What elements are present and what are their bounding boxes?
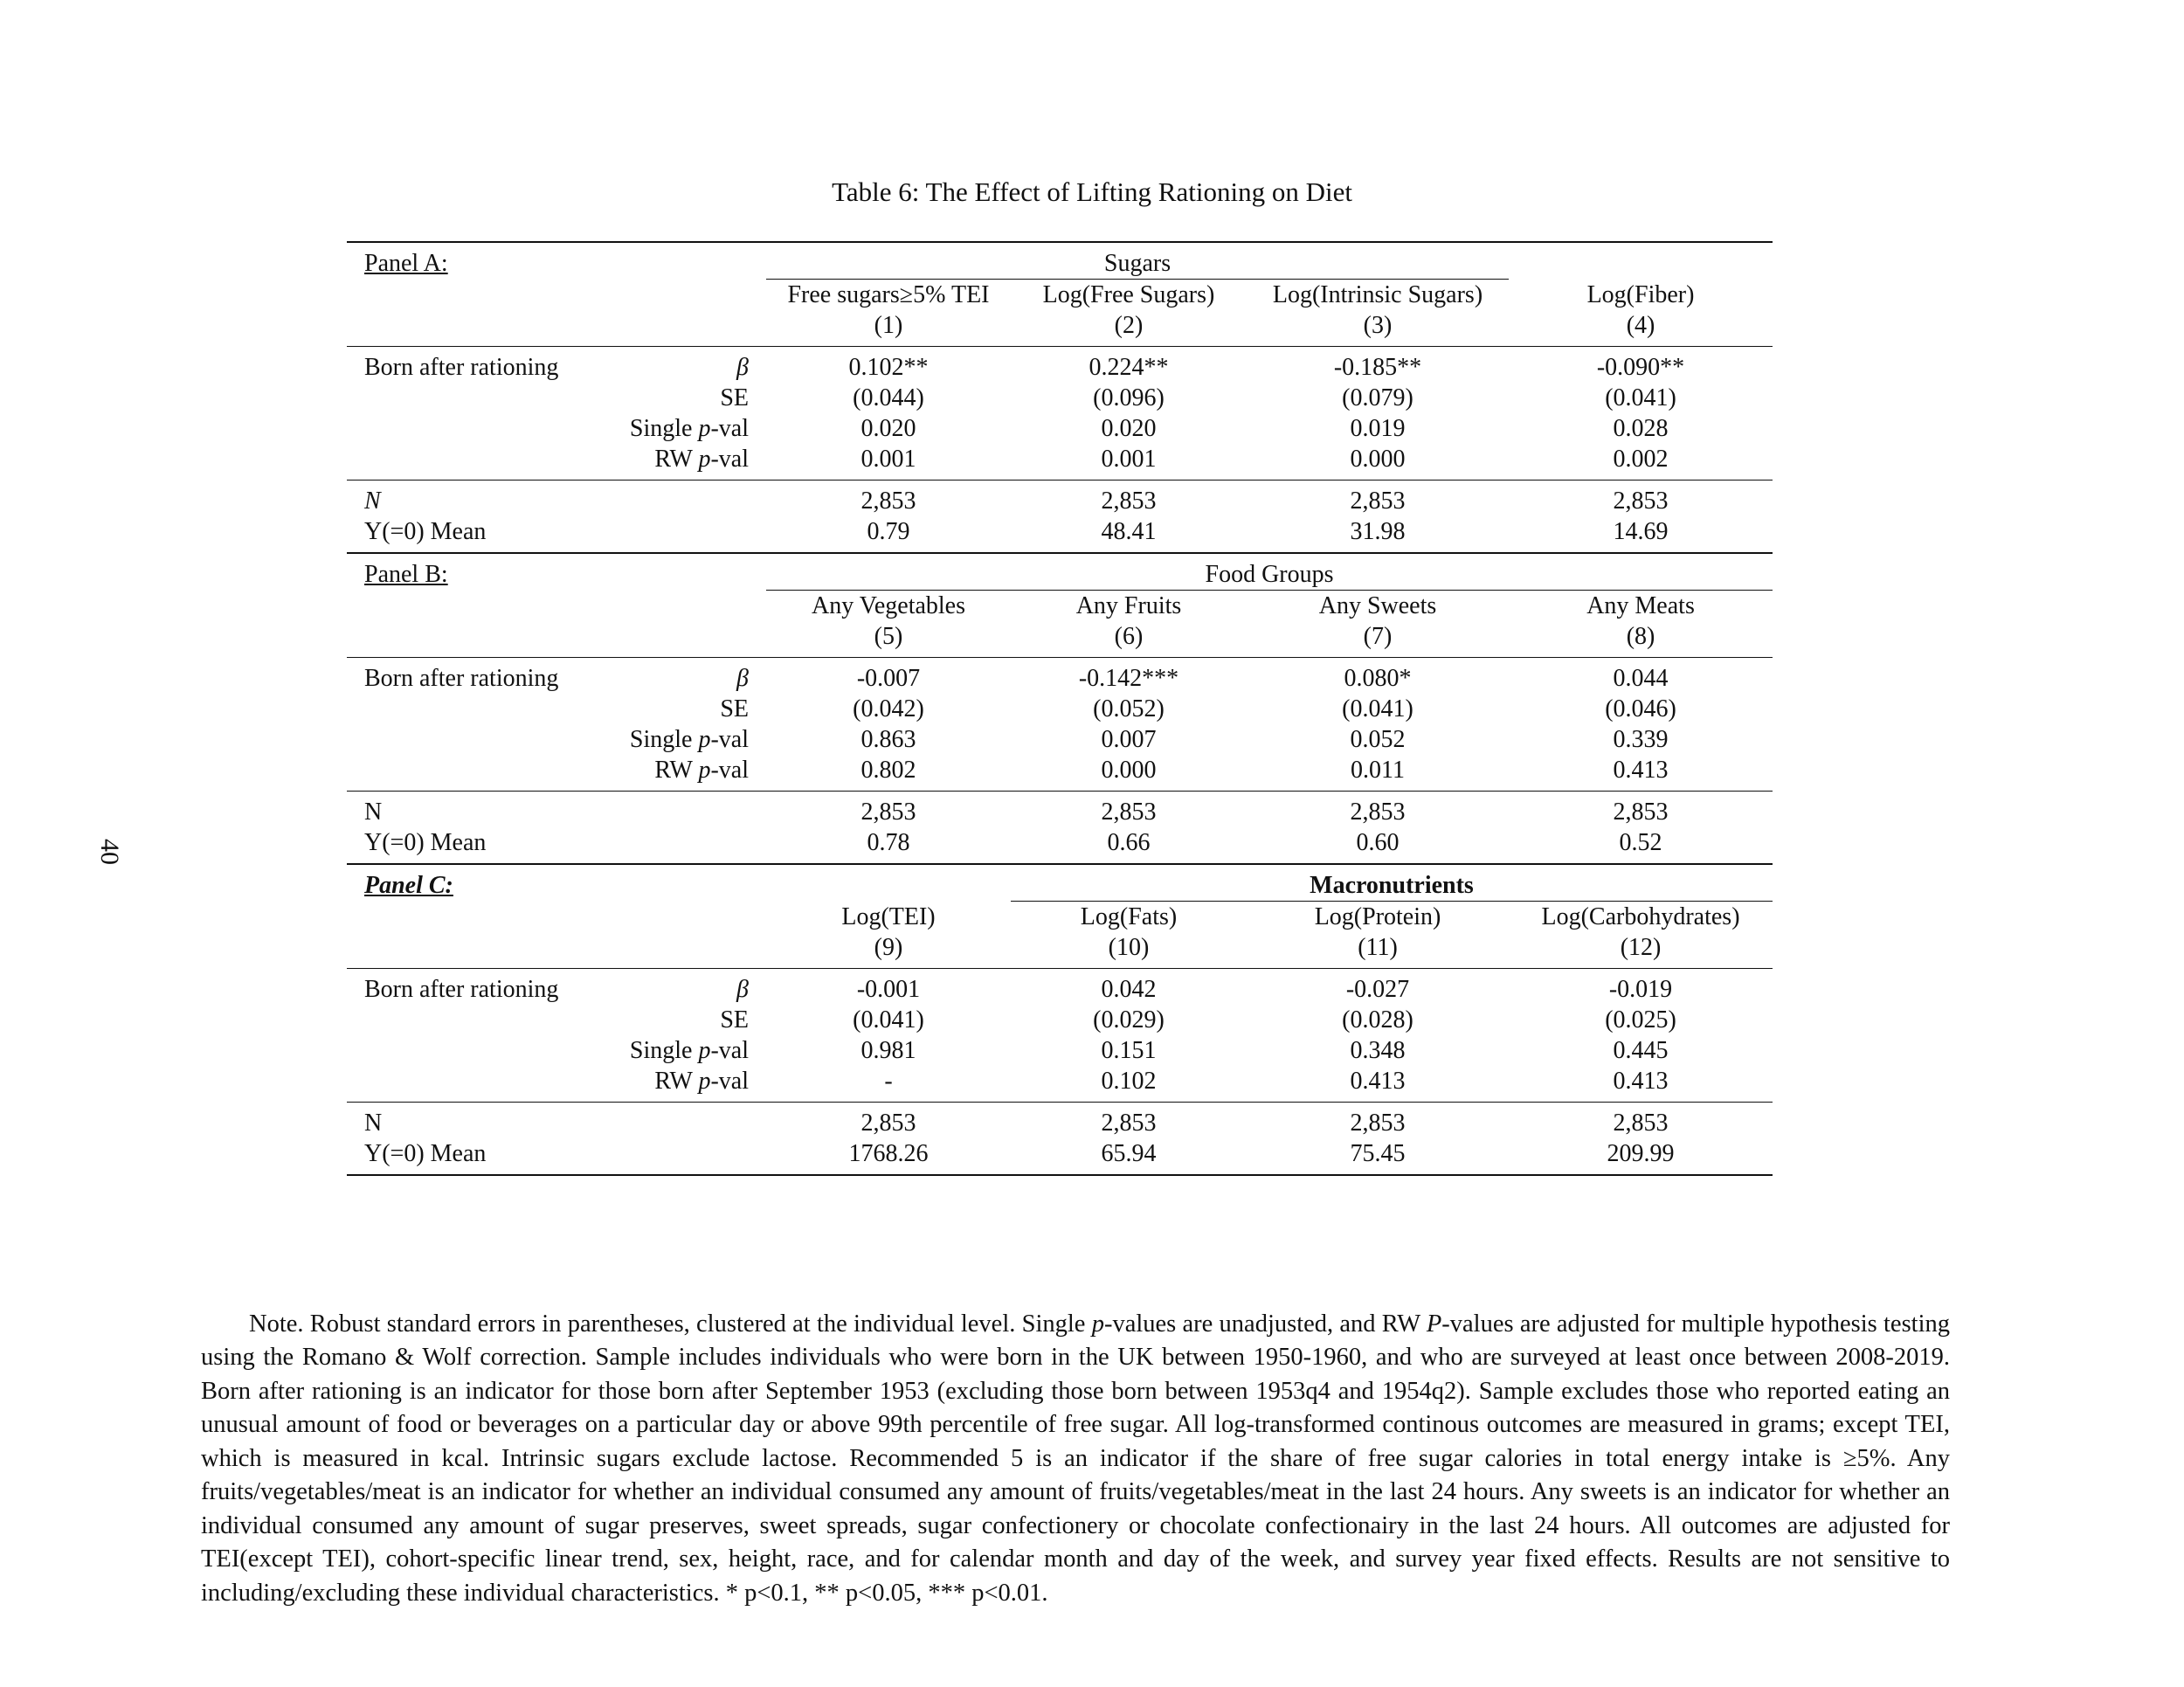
panel-a-se-2: (0.096): [1093, 384, 1165, 411]
panel-b-rw-p-7: 0.011: [1351, 757, 1405, 784]
panel-a-col-2-name: Log(Free Sugars): [1042, 281, 1215, 308]
panel-c-mean-12: 209.99: [1509, 1138, 1773, 1175]
panel-c-beta-row: [347, 969, 1773, 1006]
panel-b-mean-row: [347, 827, 1773, 864]
panel-b-rw-p-6: 0.000: [1101, 757, 1157, 784]
panel-a-col-4-number: (4): [1626, 312, 1655, 339]
panel-b-mean-6: 0.66: [1107, 829, 1151, 856]
panel-c-single-p-11: 0.348: [1350, 1037, 1406, 1064]
panel-b-n-5: 2,853: [766, 792, 1011, 828]
table-note: Note. Robust standard errors in parentheses, clustered at the individual level. Single p-values are unadjusted, and RW P-values are adjusted for multiple hypothesis testing using the Romano & Wolf correction. Sample includes individuals who were born in the UK between 1950-1960, and who are surveyed at least once between 2008-2019. Born after rationing is an indicator for those born after September 1953 (excluding those born between 1953q4 and 1954q2). Sample excludes those who reported eating an unusual amount of food or beverages on a particular day or above 99th percentile of free sugar. All log-transformed continous outcomes are measured in grams; except TEI, which is measured in kcal. Intrinsic sugars exclude lactose. Recommended 5 is an indicator if the share of free sugar calories in total energy intake is ≥5%. Any fruits/vegetables/meat is an indicator for whether an individual consumed any amount of fruits/vegetables/meat in the last 24 hours. Any sweets is an indicator for whether an individual consumed any amount of sugar preserves, sweet spreads, sugar confectionery or chocolate confectionairy in the last 24 hours. All outcomes are adjusted for TEI(except TEI), cohort-specific linear trend, sex, height, race, and for calendar month and day of the week, and survey year fixed effects. Results are not sensitive to including/excluding these individual characteristics. * p<0.1, ** p<0.05, *** p<0.01.: [201, 1310, 1950, 1607]
panel-b-n-label: N: [347, 792, 600, 828]
panel-b-mean-8: 0.52: [1619, 829, 1662, 856]
panel-a-se-3: (0.079): [1342, 384, 1413, 411]
single-p-label: Single p-val: [629, 1037, 749, 1064]
panel-b-col-6-name: Any Fruits: [1075, 592, 1182, 619]
panel-a-rw-p-2: 0.001: [1101, 446, 1157, 473]
table-caption: Table 6: The Effect of Lifting Rationing on Diet: [832, 176, 1352, 207]
panel-c-col-11-number: (11): [1358, 934, 1398, 961]
panel-b-title: Panel B:: [347, 553, 600, 591]
panel-b-col-8-name: Any Meats: [1586, 592, 1695, 619]
panel-c-single-p-10: 0.151: [1101, 1037, 1157, 1064]
panel-a-n-4: 2,853: [1509, 481, 1773, 517]
panel-b-single-p-5: 0.863: [860, 726, 916, 753]
panel-a-beta-2: 0.224**: [1011, 347, 1247, 384]
panel-c-rw-p-10: 0.102: [1101, 1068, 1157, 1095]
panel-a-col-3-name: Log(Intrinsic Sugars): [1272, 281, 1483, 308]
panel-c-rw-p-9: -: [884, 1068, 893, 1095]
panel-c-n-11: 2,853: [1247, 1103, 1509, 1139]
panel-b-n-row: [347, 792, 1773, 828]
panel-b-col-7-name: Any Sweets: [1318, 592, 1437, 619]
panel-a-rw-p-4: 0.002: [1613, 446, 1669, 473]
beta-label: β: [600, 969, 766, 1006]
panel-a-single-p-1: 0.020: [860, 415, 916, 442]
panel-a-mean-4: 14.69: [1613, 518, 1669, 545]
panel-a-n-label: N: [347, 481, 600, 517]
panel-c-col-12-number: (12): [1620, 934, 1662, 961]
panel-b-se-8: (0.046): [1605, 695, 1676, 723]
panel-c-mean-label: Y(=0) Mean: [347, 1138, 600, 1175]
panel-b-beta-row: [347, 658, 1773, 695]
panel-b-se-5: (0.042): [853, 695, 924, 723]
panel-b-n-8: 2,853: [1509, 792, 1773, 828]
rw-p-label: RW p-val: [654, 757, 749, 784]
panel-a-mean-1: 0.79: [867, 518, 910, 545]
panel-b-beta-5: -0.007: [766, 658, 1011, 695]
rw-p-label: RW p-val: [654, 1068, 749, 1095]
panel-a-se-row: [347, 383, 1773, 413]
panel-c-n-row: [347, 1103, 1773, 1139]
panel-b-group-header-row: [347, 553, 1773, 591]
panel-b-se-7: (0.041): [1342, 695, 1413, 723]
panel-b-col-5-name: Any Vegetables: [812, 592, 965, 619]
panel-c-beta-11: -0.027: [1247, 969, 1509, 1006]
panel-a-beta-1: 0.102**: [766, 347, 1011, 384]
panel-b-n-6: 2,853: [1011, 792, 1247, 828]
panel-b-mean-7: 0.60: [1356, 829, 1400, 856]
panel-c-col-10-number: (10): [1108, 934, 1150, 961]
single-p-label: Single p-val: [629, 415, 749, 442]
panel-c-single-p-12: 0.445: [1613, 1037, 1669, 1064]
panel-b-beta-6: -0.142***: [1011, 658, 1247, 695]
panel-a-n-3: 2,853: [1247, 481, 1509, 517]
rw-p-label: RW p-val: [654, 446, 749, 473]
panel-b-single-p-6: 0.007: [1101, 726, 1157, 753]
panel-a-column-numbers-row: [347, 310, 1773, 347]
panel-c-se-11: (0.028): [1342, 1006, 1413, 1034]
panel-b-mean-label: Y(=0) Mean: [364, 829, 487, 856]
panel-a-se-4: (0.041): [1605, 384, 1676, 411]
panel-b-column-numbers-row: [347, 621, 1773, 658]
panel-b-single-p-8: 0.339: [1613, 726, 1669, 753]
panel-b-single-p-row: [347, 724, 1773, 755]
panel-a-beta-3: -0.185**: [1247, 347, 1509, 384]
panel-b-rw-p-5: 0.802: [860, 757, 916, 784]
panel-b-col-8-number: (8): [1626, 623, 1655, 650]
panel-c-col-9-number: (9): [874, 934, 903, 961]
panel-a-mean-row: [347, 516, 1773, 553]
page-number: 40: [95, 839, 124, 865]
panel-c-n-12: 2,853: [1509, 1103, 1773, 1139]
panel-a-n-2: 2,853: [1011, 481, 1247, 517]
panel-c-single-p-9: 0.981: [860, 1037, 916, 1064]
panel-c-mean-11: 75.45: [1247, 1138, 1509, 1175]
panel-a-rw-p-1: 0.001: [860, 446, 916, 473]
panel-a-n-1: 2,853: [766, 481, 1011, 517]
panel-a-column-names-row: [347, 280, 1773, 311]
panel-c-title: Panel C:: [347, 864, 600, 902]
panel-c-mean-10: 65.94: [1011, 1138, 1247, 1175]
panel-a-n-row: [347, 481, 1773, 517]
panel-b-rw-p-row: [347, 755, 1773, 792]
beta-label: β: [600, 347, 766, 384]
panel-a-mean-label: Y(=0) Mean: [364, 518, 487, 545]
panel-c-se-9: (0.041): [853, 1006, 924, 1034]
panel-c-n-9: 2,853: [766, 1103, 1011, 1139]
panel-c-rw-p-12: 0.413: [1613, 1068, 1669, 1095]
panel-c-col-10-name: Log(Fats): [1080, 903, 1178, 930]
regression-table: [347, 241, 1773, 1176]
panel-c-column-names-row: [347, 902, 1773, 933]
panel-b-rw-p-8: 0.413: [1613, 757, 1669, 784]
panel-c-rw-p-row: [347, 1066, 1773, 1103]
single-p-label: Single p-val: [629, 726, 749, 753]
panel-c-beta-12: -0.019: [1509, 969, 1773, 1006]
panel-a-col-1-name: Free sugars≥5% TEI: [787, 281, 990, 308]
panel-a-group-label: Sugars: [766, 242, 1509, 280]
se-label: SE: [720, 695, 749, 723]
panel-a-single-p-2: 0.020: [1101, 415, 1157, 442]
panel-c-n-label: N: [347, 1103, 600, 1139]
panel-a-beta-row: [347, 347, 1773, 384]
panel-a-col-1-number: (1): [874, 312, 903, 339]
panel-b-n-7: 2,853: [1247, 792, 1509, 828]
panel-c-group-label: Macronutrients: [1011, 864, 1773, 902]
panel-c-row-label: Born after rationing: [347, 969, 600, 1006]
beta-label: β: [600, 658, 766, 695]
panel-b-col-5-number: (5): [874, 623, 903, 650]
panel-a-col-2-number: (2): [1114, 312, 1144, 339]
panel-a-col-4-name: Log(Fiber): [1586, 280, 1695, 308]
panel-c-group-header-row: [347, 864, 1773, 902]
panel-a-col-3-number: (3): [1363, 312, 1393, 339]
panel-a-row-label: Born after rationing: [347, 347, 600, 384]
panel-b-col-7-number: (7): [1363, 623, 1393, 650]
panel-a-beta-4: -0.090**: [1509, 347, 1773, 384]
panel-a-single-p-4: 0.028: [1613, 415, 1669, 442]
panel-c-se-row: [347, 1005, 1773, 1035]
panel-c-se-10: (0.029): [1093, 1006, 1165, 1034]
panel-b-beta-8: 0.044: [1509, 658, 1773, 695]
panel-a-single-p-3: 0.019: [1350, 415, 1406, 442]
panel-a-mean-3: 31.98: [1350, 518, 1406, 545]
panel-a-mean-2: 48.41: [1101, 518, 1157, 545]
panel-c-n-10: 2,853: [1011, 1103, 1247, 1139]
panel-b-beta-7: 0.080*: [1247, 658, 1509, 695]
panel-c-se-12: (0.025): [1605, 1006, 1676, 1034]
se-label: SE: [720, 384, 749, 411]
panel-a-title: Panel A:: [347, 242, 600, 280]
panel-c-mean-row: [347, 1138, 1773, 1175]
panel-a-group-header-row: [347, 242, 1773, 280]
panel-c-col-12-name: Log(Carbohydrates): [1541, 903, 1740, 930]
panel-a-rw-p-3: 0.000: [1350, 446, 1406, 473]
panel-c-beta-9: -0.001: [766, 969, 1011, 1006]
panel-c-mean-9: 1768.26: [766, 1138, 1011, 1175]
panel-c-col-9-name: Log(TEI): [841, 902, 936, 930]
panel-a-rw-p-row: [347, 444, 1773, 481]
panel-b-row-label: Born after rationing: [347, 658, 600, 695]
panel-b-se-6: (0.052): [1093, 695, 1165, 723]
panel-c-beta-10: 0.042: [1011, 969, 1247, 1006]
panel-a-se-1: (0.044): [853, 384, 924, 411]
panel-c-rw-p-11: 0.413: [1350, 1068, 1406, 1095]
panel-b-col-6-number: (6): [1114, 623, 1144, 650]
panel-c-single-p-row: [347, 1035, 1773, 1066]
panel-b-se-row: [347, 694, 1773, 724]
panel-b-column-names-row: [347, 591, 1773, 622]
panel-c-column-numbers-row: [347, 932, 1773, 969]
se-label: SE: [720, 1006, 749, 1034]
panel-a-single-p-row: [347, 413, 1773, 444]
panel-b-single-p-7: 0.052: [1350, 726, 1406, 753]
panel-b-group-label: Food Groups: [766, 553, 1773, 591]
panel-b-mean-5: 0.78: [867, 829, 910, 856]
panel-c-col-11-name: Log(Protein): [1314, 903, 1441, 930]
